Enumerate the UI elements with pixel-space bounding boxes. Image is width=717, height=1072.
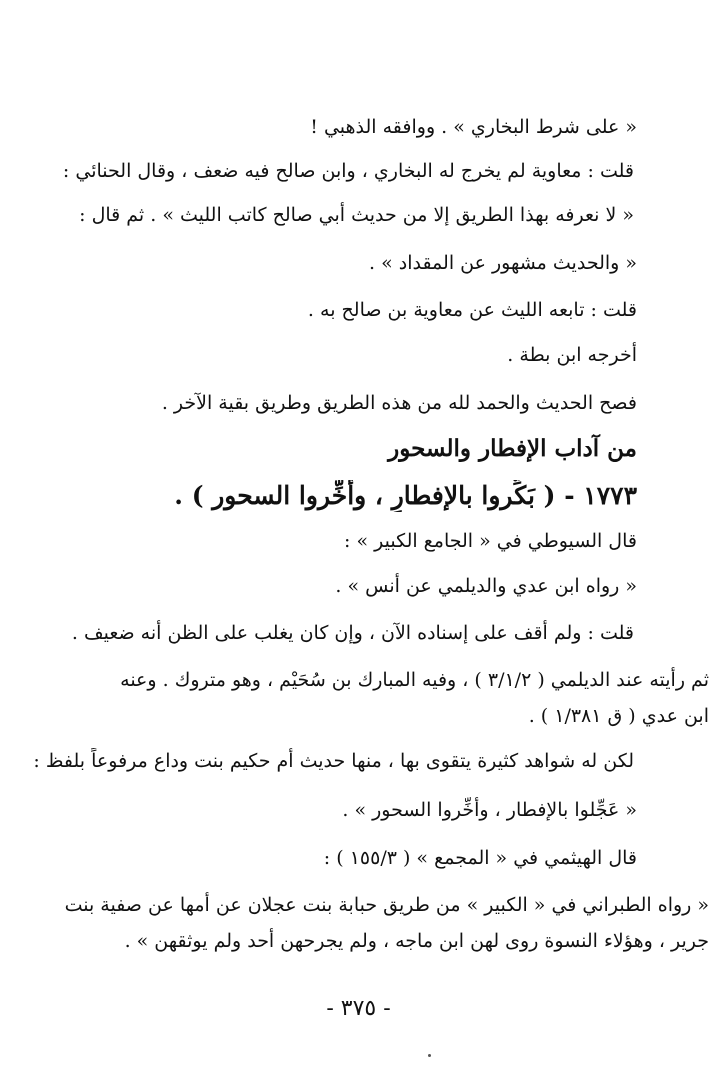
text-line-5: قلت : تابعه الليث عن معاوية بن صالح به . <box>307 299 637 321</box>
text-line-3: « لا نعرفه بهذا الطريق إلا من حديث أبي صالح كاتب الليث » . ثم قال : <box>79 204 634 226</box>
text-line-6: أخرجه ابن بطة . <box>507 344 637 366</box>
text-line-12: قلت : ولم أقف على إسناده الآن ، وإن كان يغلب على الظن أنه ضعيف . <box>71 622 634 644</box>
text-line-10: قال السيوطي في « الجامع الكبير » : <box>344 530 637 552</box>
text-line-14: ابن عدي ( ق ١/٣٨١ ) . <box>528 705 709 727</box>
hadith-heading: ١٧٧٣ - ( بَكِّروا بالإفطارِ ، وأَخِّروا السحور ) . <box>174 481 637 510</box>
text-line-17: قال الهيثمي في « المجمع » ( ١٥٥/٣ ) : <box>323 847 637 869</box>
text-line-7: فصح الحديث والحمد لله من هذه الطريق وطريق بقية الآخر . <box>161 392 637 414</box>
scan-speck <box>428 1054 431 1057</box>
page-number: - ٣٧٥ - <box>326 996 391 1021</box>
text-line-18: « رواه الطبراني في « الكبير » من طريق حبابة بنت عجلان عن أمها عن صفية بنت <box>64 894 709 916</box>
text-line-2: قلت : معاوية لم يخرج له البخاري ، وابن صالح فيه ضعف ، وقال الحنائي : <box>62 160 634 182</box>
section-heading: من آداب الإفطار والسحور <box>388 435 637 462</box>
text-line-4: « والحديث مشهور عن المقداد » . <box>368 252 637 274</box>
text-line-16: « عَجِّلوا بالإفطار ، وأَخِّروا السحور » . <box>342 799 637 821</box>
text-line-1: « على شرط البخاري » . ووافقه الذهبي ! <box>310 116 637 138</box>
text-line-13: ثم رأيته عند الديلمي ( ٣/١/٢ ) ، وفيه المبارك بن سُحَيْم ، وهو متروك . وعنه <box>120 669 709 691</box>
text-line-19: جرير ، وهؤلاء النسوة روى لهن ابن ماجه ، ولم يجرحهن أحد ولم يوثقهن » . <box>124 930 709 952</box>
text-line-11: « رواه ابن عدي والديلمي عن أنس » . <box>335 575 637 597</box>
text-line-15: لكن له شواهد كثيرة يتقوى بها ، منها حديث أم حكيم بنت وداع مرفوعاً بلفظ : <box>33 750 634 772</box>
